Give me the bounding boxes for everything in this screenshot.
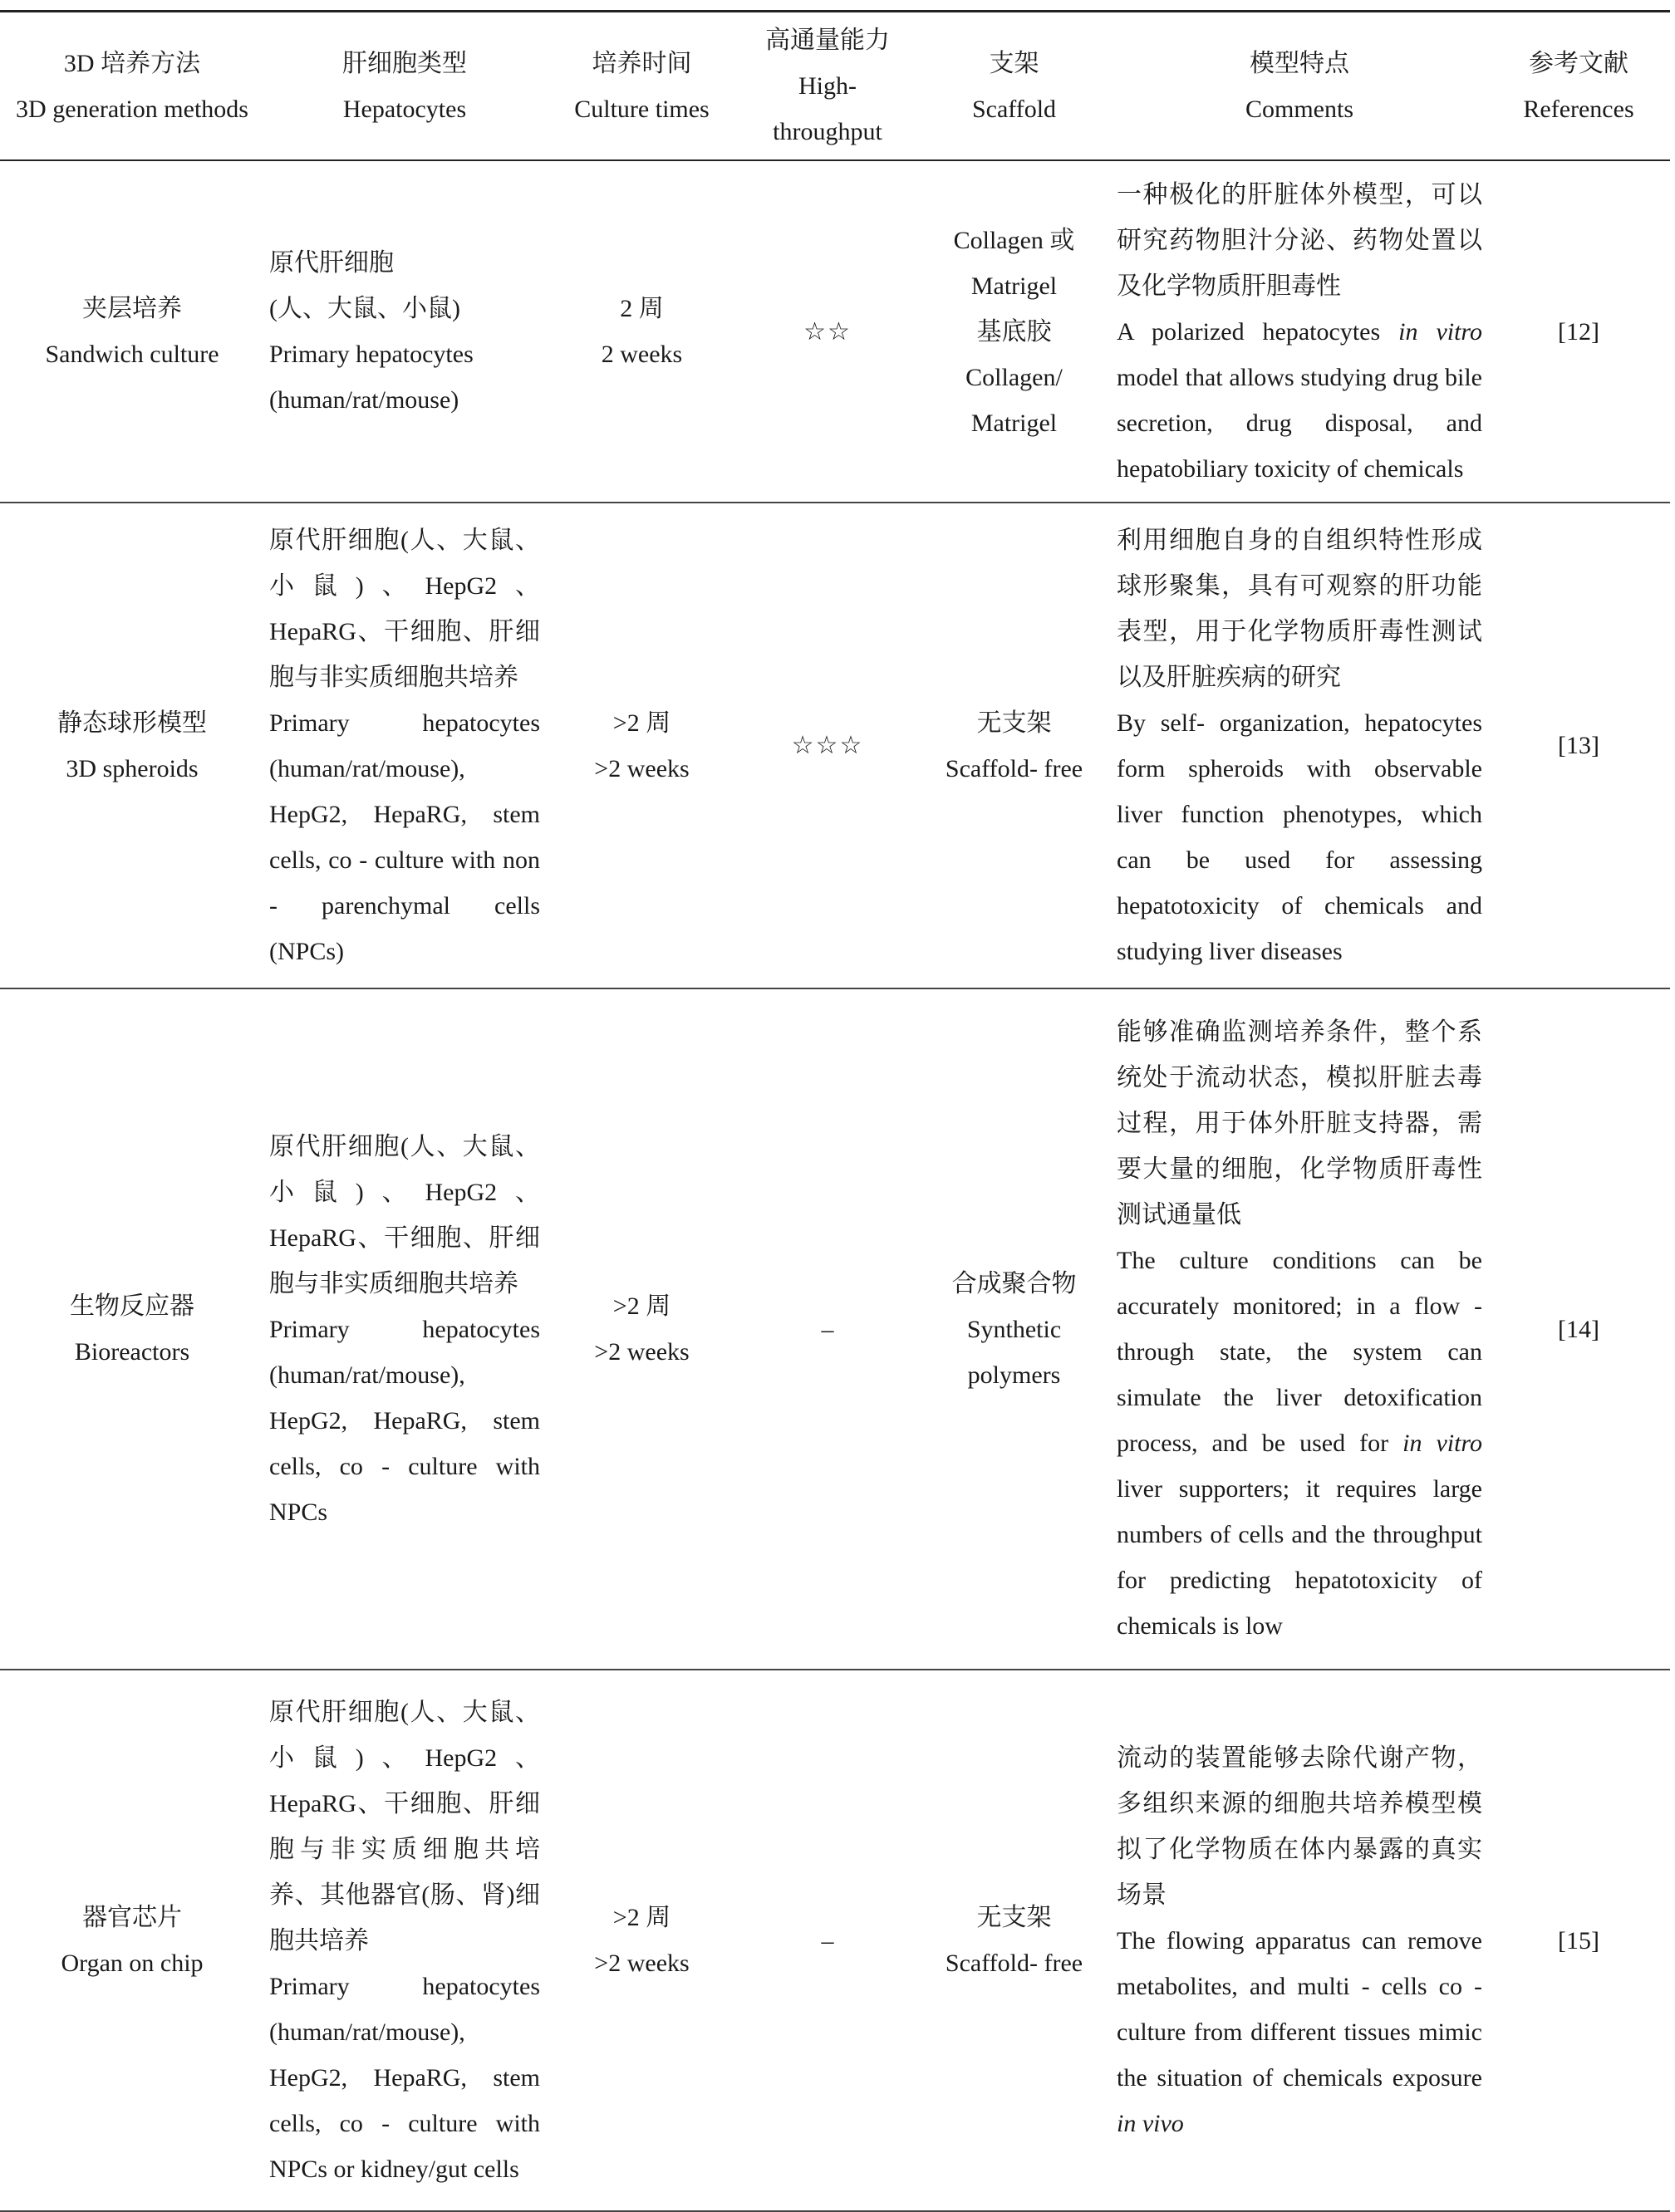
culture-time-cell: >2 周 >2 weeks xyxy=(594,1292,690,1366)
scaffold-cell: 无支架 Scaffold- free xyxy=(945,1904,1083,1977)
hepatocyte-3d-models-table xyxy=(0,10,1670,2212)
header-comments: 模型特点 Comments xyxy=(1245,49,1353,123)
culture-time-cell: 2 周 2 weeks xyxy=(601,295,683,368)
method-cell: 静态球形模型 3D spheroids xyxy=(57,709,207,782)
comments-en: A polarized hepatocytes in vitro model that allows studying drug bile secretion, drug disposal, and hepatobiliary toxicity of chemicals xyxy=(1117,317,1482,483)
header-references: 参考文献 References xyxy=(1523,49,1634,123)
comments-en: The flowing apparatus can remove metabolites, and multi - cells co - culture from different tissues mimic the situation of chemicals exposure in vivo xyxy=(1117,1926,1482,2137)
reference-cell: [13] xyxy=(1558,732,1599,759)
comments-zh: 一种极化的肝脏体外模型，可以研究药物胆汁分泌、药物处置以及化学物质肝胆毒性 xyxy=(1117,180,1482,300)
comments-cell xyxy=(1112,1670,1487,2211)
header-row xyxy=(0,12,1670,161)
comments-zh: 流动的装置能够去除代谢产物，多组织来源的细胞共培养模型模拟了化学物质在体内暴露的真实场景 xyxy=(1117,1744,1482,1909)
comments-cell xyxy=(1112,160,1487,503)
header-hepatocytes: 肝细胞类型 Hepatocytes xyxy=(342,49,467,123)
culture-time-cell: >2 周 >2 weeks xyxy=(594,1904,690,1977)
throughput-cell: – xyxy=(821,1315,834,1343)
scaffold-cell: 无支架 Scaffold- free xyxy=(945,709,1083,782)
table-row xyxy=(0,160,1670,503)
culture-time-cell: >2 周 >2 weeks xyxy=(594,709,690,782)
hepatocytes-cell: 原代肝细胞(人、大鼠、小鼠)、HepG2、HepaRG、干细胞、肝细胞与非实质细胞共培养 Primary hepatocytes (human/rat/mouse), HepG2, HepaRG, stem cells, co - culture with NPCs xyxy=(269,1132,540,1526)
hepatocytes-cell: 原代肝细胞 (人、大鼠、小鼠) Primary hepatocytes (human/rat/mouse) xyxy=(269,249,474,414)
reference-cell: [14] xyxy=(1558,1315,1599,1343)
comments-zh: 能够准确监测培养条件，整个系统处于流动状态，模拟肝脏去毒过程，用于体外肝脏支持器，需要大量的细胞，化学物质肝毒性测试通量低 xyxy=(1117,1018,1482,1229)
method-cell: 生物反应器 Bioreactors xyxy=(70,1292,194,1366)
header-method: 3D 培养方法 3D generation methods xyxy=(16,49,248,123)
throughput-cell: ☆☆☆ xyxy=(791,732,864,759)
hepatocytes-cell: 原代肝细胞(人、大鼠、小鼠)、HepG2、HepaRG、干细胞、肝细胞与非实质细胞共培养 Primary hepatocytes (human/rat/mouse), HepG2, HepaRG, stem cells, co - culture with non - parenchymal cells (NPCs) xyxy=(269,526,540,965)
table-row xyxy=(0,1670,1670,2211)
comments-en: By self- organization, hepatocytes form spheroids with observable liver function phenotypes, which can be used for assessing hepatotoxicity of chemicals and studying liver diseases xyxy=(1117,709,1482,965)
method-cell: 夹层培养 Sandwich culture xyxy=(45,295,219,368)
reference-cell: [12] xyxy=(1558,317,1599,346)
scaffold-cell: 合成聚合物 Synthetic polymers xyxy=(951,1269,1077,1389)
header-high-throughput: 高通量能力 High- throughput xyxy=(765,27,890,145)
comments-cell xyxy=(1112,988,1487,1670)
comments-en: The culture conditions can be accurately monitored; in a flow - through state, the system can simulate the liver detoxification process, and be used for in vitro liver supporters; it requires large numbers of cells and the throughput for predicting hepatotoxicity of chemicals is low xyxy=(1117,1247,1482,1640)
table-row xyxy=(0,503,1670,988)
method-cell: 器官芯片 Organ on chip xyxy=(61,1904,204,1977)
comments-cell xyxy=(1112,503,1487,988)
throughput-cell: – xyxy=(821,1926,834,1955)
comments-zh: 利用细胞自身的自组织特性形成球形聚集，具有可观察的肝功能表型，用于化学物质肝毒性测试以及肝脏疾病的研究 xyxy=(1117,526,1482,691)
hepatocytes-cell: 原代肝细胞(人、大鼠、小鼠)、HepG2、HepaRG、干细胞、肝细胞与非实质细胞共培养、其他器官(肠、肾)细胞共培养 Primary hepatocytes (human/rat/mouse), HepG2, HepaRG, stem cells, co - culture with NPCs or kidney/gut cells xyxy=(269,1698,540,2183)
reference-cell: [15] xyxy=(1558,1926,1599,1955)
table-row xyxy=(0,988,1670,1670)
header-culture-times: 培养时间 Culture times xyxy=(574,49,710,123)
scaffold-cell: Collagen 或 Matrigel 基底胶 Collagen/ Matrigel xyxy=(953,226,1075,437)
header-scaffold: 支架 Scaffold xyxy=(971,49,1057,123)
throughput-cell: ☆☆ xyxy=(803,317,852,346)
